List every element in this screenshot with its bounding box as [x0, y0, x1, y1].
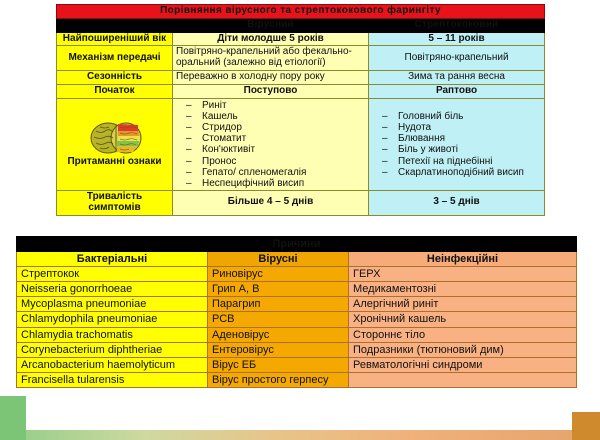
list-item-label: Кон'юктивіт — [202, 144, 256, 156]
column-header-streptococcal: Стрептококовий — [369, 18, 545, 32]
bullet-dash: – — [382, 144, 388, 156]
column-header-viral: Вірусний — [173, 18, 369, 32]
cell-viral-age: Діти молодше 5 років — [173, 32, 369, 46]
bullet-dash: – — [186, 121, 192, 133]
cell-strep-age: 5 – 11 років — [369, 32, 545, 46]
list-item-label: Неспецифічний висип — [202, 177, 305, 189]
list-item-label: Гепато/ спленомегалія — [202, 166, 307, 178]
cell-viral-seasonality: Переважно в холодну пору року — [173, 70, 369, 84]
bullet-dash: – — [382, 110, 388, 122]
cell-strep-seasonality: Зима та рання весна — [369, 70, 545, 84]
column-header-blank — [57, 18, 173, 32]
cell-viral: Грип A, B — [208, 282, 349, 297]
table-row — [17, 297, 577, 312]
cell-bacterial: Francisella tularensis — [17, 372, 208, 387]
table-row-title — [17, 237, 577, 252]
row-label-onset: Початок — [57, 84, 173, 98]
cell-bacterial: Arcanobacterium haemolyticum — [17, 357, 208, 372]
list-item — [374, 111, 541, 122]
list-item-label: Пронос — [202, 155, 237, 167]
list-item — [178, 122, 365, 133]
cell-noninfectious: Алергічний риніт — [349, 297, 577, 312]
bullet-dash: – — [186, 166, 192, 178]
row-label-duration: Тривалість симптомів — [57, 191, 173, 216]
cell-viral: Аденовірус — [208, 327, 349, 342]
cell-noninfectious: ГЕРХ — [349, 267, 577, 282]
list-item-label: Стридор — [202, 121, 242, 133]
cell-noninfectious: Ревматологічні синдроми — [349, 357, 577, 372]
list-item — [178, 156, 365, 167]
cell-viral: Ентеровірус — [208, 342, 349, 357]
list-item-label: Біль у животі — [398, 144, 459, 156]
list-item — [178, 100, 365, 111]
row-label-age: Найпоширеніший вік — [57, 32, 173, 46]
table-row — [17, 312, 577, 327]
cell-viral: Вірус ЕБ — [208, 357, 349, 372]
comparison-table — [56, 4, 545, 216]
bullet-dash: – — [382, 121, 388, 133]
list-item — [178, 144, 365, 155]
list-item-label: Блювання — [398, 133, 446, 145]
cell-strep-transmission: Повітряно-крапельний — [369, 46, 545, 71]
row-label-signs: Притаманні ознаки — [67, 156, 162, 168]
cell-viral: Вірус простого герпесу — [208, 372, 349, 387]
bullet-dash: – — [382, 166, 388, 178]
causes-table — [16, 236, 577, 388]
cell-bacterial: Chlamydia trachomatis — [17, 327, 208, 342]
cell-bacterial: Neisseria gonorrhoeae — [17, 282, 208, 297]
bullet-dash: – — [186, 144, 192, 156]
decorative-band-right — [572, 412, 600, 440]
list-item — [374, 122, 541, 133]
list-item — [178, 133, 365, 144]
table-row — [57, 191, 545, 216]
cell-viral-onset: Поступово — [173, 84, 369, 98]
table-row — [17, 342, 577, 357]
strep-signs-list — [372, 111, 541, 178]
list-item-label: Кашель — [202, 110, 238, 122]
row-label-seasonality: Сезонність — [57, 70, 173, 84]
cell-strep-duration: 3 – 5 днів — [369, 191, 545, 216]
table-row — [17, 267, 577, 282]
bullet-dash: – — [382, 155, 388, 167]
decorative-band-left — [0, 396, 26, 440]
cell-noninfectious: Медикаментозні — [349, 282, 577, 297]
bullet-dash: – — [382, 133, 388, 145]
cell-viral: РСВ — [208, 312, 349, 327]
table-row — [17, 357, 577, 372]
bullet-dash: – — [186, 110, 192, 122]
list-item-label: Головний біль — [398, 110, 464, 122]
cell-noninfectious: Подразники (тютюновий дим) — [349, 342, 577, 357]
cell-noninfectious: Хронічний кашель — [349, 312, 577, 327]
cell-strep-onset: Раптово — [369, 84, 545, 98]
table-row — [17, 327, 577, 342]
list-item-label: Риніт — [202, 99, 227, 111]
cell-bacterial: Стрептокок — [17, 267, 208, 282]
table-row — [57, 46, 545, 71]
column-header-noninfectious: Неінфекційні — [349, 252, 577, 267]
row-label-signs-cell — [57, 98, 173, 191]
brain-icon — [88, 121, 142, 155]
list-item-label: Нудота — [398, 121, 432, 133]
list-item — [178, 167, 365, 178]
cell-bacterial: Chlamydophila pneumoniae — [17, 312, 208, 327]
cell-bacterial: Corynebacterium diphtheriae — [17, 342, 208, 357]
cell-bacterial: Mycoplasma pneumoniae — [17, 297, 208, 312]
list-item — [374, 167, 541, 178]
list-item-label: Петехії на піднебінні — [398, 155, 493, 167]
list-item — [178, 178, 365, 189]
column-header-bacterial: Бактеріальні — [17, 252, 208, 267]
cell-noninfectious: Стороннє тіло — [349, 327, 577, 342]
cell-viral-transmission: Повітряно-крапельний або фекально-оральний (залежно від етіології) — [173, 46, 369, 71]
bullet-dash: – — [186, 133, 192, 145]
column-header-viral: Вірусні — [208, 252, 349, 267]
table-row-columnheaders — [17, 252, 577, 267]
list-item-label: Стоматит — [202, 133, 247, 145]
table-row — [57, 32, 545, 46]
list-item-label: Скарлатиноподібний висип — [398, 166, 524, 178]
decorative-band-bottom — [26, 430, 572, 440]
table-row-signs — [57, 98, 545, 191]
row-label-transmission: Механізм передачі — [57, 46, 173, 71]
cell-noninfectious — [349, 372, 577, 387]
table-row — [57, 70, 545, 84]
cell-viral-duration: Більше 4 – 5 днів — [173, 191, 369, 216]
list-item — [374, 156, 541, 167]
table-row — [57, 84, 545, 98]
cell-viral: Парагрип — [208, 297, 349, 312]
causes-table-title: Причини — [17, 237, 577, 252]
list-item — [374, 133, 541, 144]
list-item — [178, 111, 365, 122]
bullet-dash: – — [186, 99, 192, 111]
list-item — [374, 144, 541, 155]
table-row — [17, 282, 577, 297]
bullet-dash: – — [186, 177, 192, 189]
cell-strep-signs — [369, 98, 545, 191]
comparison-table-title: Порівняння вірусного та стрептококового фарингіту — [57, 5, 545, 19]
viral-signs-list — [176, 100, 365, 190]
table-row-columnheaders — [57, 18, 545, 32]
table-row — [17, 372, 577, 387]
bullet-dash: – — [186, 155, 192, 167]
cell-viral-signs — [173, 98, 369, 191]
table-row-title — [57, 5, 545, 19]
cell-viral: Риновірус — [208, 267, 349, 282]
